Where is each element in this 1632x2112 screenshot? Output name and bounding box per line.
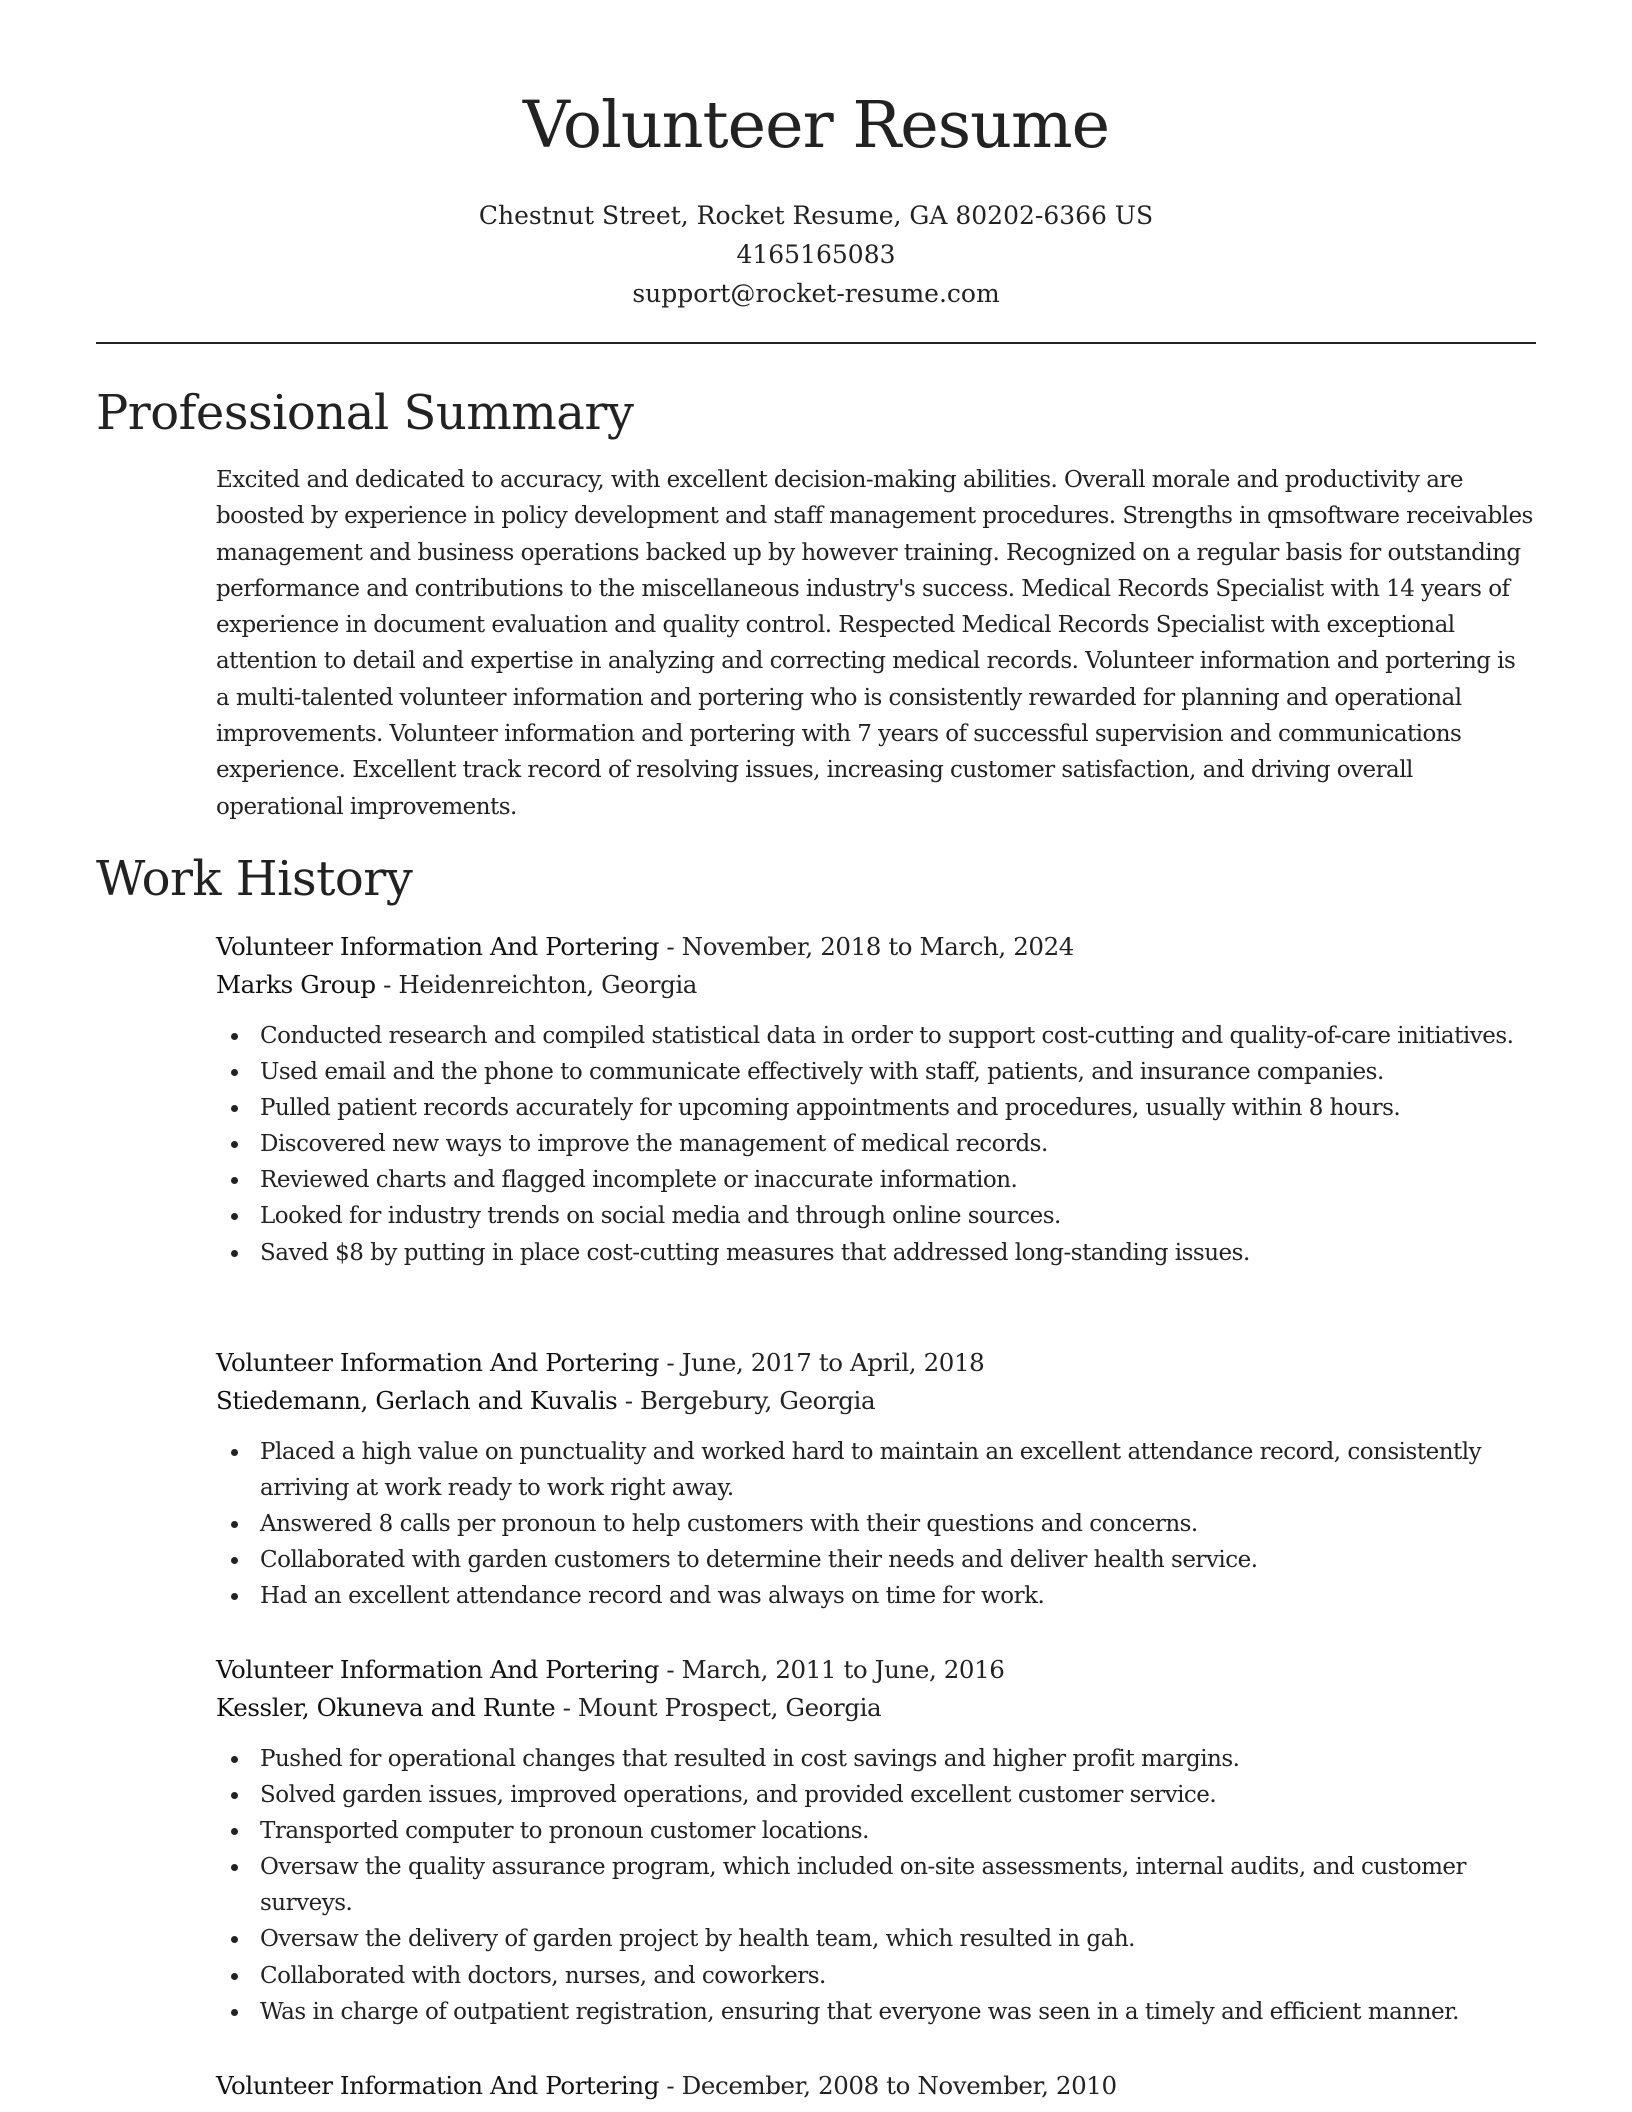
contact-info <box>96 196 1536 313</box>
bullet-icon <box>231 1864 238 1871</box>
job-bullet: Placed a high value on punctuality and worked hard to maintain an excellent attendance record, consistently arriving at work ready to work right away. <box>216 1434 1536 1506</box>
job-bullet: Discovered new ways to improve the management of medical records. <box>216 1126 1536 1162</box>
job-role: Volunteer Information And Portering <box>216 2071 660 2100</box>
job-bullet-list <box>216 1018 1536 1271</box>
job-title-line: Volunteer Information And Portering - December, 2008 to November, 2010 <box>216 2071 1117 2100</box>
job-role: Volunteer Information And Portering <box>216 1348 660 1377</box>
bullet-icon <box>231 1177 238 1184</box>
job-location: Heidenreichton, Georgia <box>398 970 697 999</box>
job-bullet: Was in charge of outpatient registration, ensuring that everyone was seen in a timely and efficient manner. <box>216 1994 1536 2030</box>
job-bullet: Saved $8 by putting in place cost-cutting measures that addressed long-standing issues. <box>216 1235 1536 1271</box>
section-title-professional-summary: Professional Summary <box>96 385 634 441</box>
job-title-line: Volunteer Information And Portering - June, 2017 to April, 2018 <box>216 1348 985 1377</box>
summary-paragraph: Excited and dedicated to accuracy, with excellent decision-making abilities. Overall morale and productivity are boosted by experience in policy development and staff management procedures. Strengths in qmsoftware receivables management and business operations backed up by however training. Recognized on a regular basis for outstanding performance and contributions to the miscellaneous industry's success. Medical Records Specialist with 14 years of experience in document evaluation and quality control. Respected Medical Records Specialist with exceptional attention to detail and expertise in analyzing and correcting medical records. Volunteer information and portering is a multi-talented volunteer information and portering who is consistently rewarded for planning and operational improvements. Volunteer information and portering with 7 years of successful supervision and communications experience. Excellent track record of resolving issues, increasing customer satisfaction, and driving overall operational improvements. <box>216 467 1533 820</box>
job-title-line: Volunteer Information And Portering - March, 2011 to June, 2016 <box>216 1655 1005 1684</box>
job-bullet: Collaborated with garden customers to determine their needs and deliver health service. <box>216 1542 1536 1578</box>
job-location: Bergebury, Georgia <box>639 1386 876 1415</box>
job-entry <box>216 928 1536 1271</box>
job-bullet: Collaborated with doctors, nurses, and coworkers. <box>216 1958 1536 1994</box>
bullet-icon <box>231 1069 238 1076</box>
job-bullet: Oversaw the delivery of garden project by health team, which resulted in gah. <box>216 1921 1536 1957</box>
section-title-work-history: Work History <box>96 851 413 907</box>
job-role: Volunteer Information And Portering <box>216 1655 660 1684</box>
job-bullet-list <box>216 1741 1536 2030</box>
bullet-icon <box>231 1141 238 1148</box>
job-bullet: Had an excellent attendance record and was always on time for work. <box>216 1578 1536 1614</box>
job-title-line: Volunteer Information And Portering - November, 2018 to March, 2024 <box>216 932 1074 961</box>
job-bullet: Used email and the phone to communicate effectively with staff, patients, and insurance companies. <box>216 1054 1536 1090</box>
bullet-icon <box>231 1557 238 1564</box>
bullet-icon <box>231 1449 238 1456</box>
job-location: Mount Prospect, Georgia <box>577 1693 882 1722</box>
job-bullet: Pulled patient records accurately for upcoming appointments and procedures, usually within 8 hours. <box>216 1090 1536 1126</box>
job-company-line: Marks Group - Heidenreichton, Georgia <box>216 970 697 999</box>
job-bullet: Pushed for operational changes that resulted in cost savings and higher profit margins. <box>216 1741 1536 1777</box>
job-bullet: Reviewed charts and flagged incomplete or inaccurate information. <box>216 1162 1536 1198</box>
job-entry <box>216 1651 1536 2030</box>
job-role: Volunteer Information And Portering <box>216 932 660 961</box>
job-bullet: Oversaw the quality assurance program, which included on-site assessments, internal audits, and customer surveys. <box>216 1849 1536 1921</box>
job-dates: March, 2011 to June, 2016 <box>681 1655 1005 1684</box>
job-bullet: Transported computer to pronoun customer locations. <box>216 1813 1536 1849</box>
resume-name: Volunteer Resume <box>522 88 1110 163</box>
job-company: Stiedemann, Gerlach and Kuvalis <box>216 1386 618 1415</box>
job-bullet: Looked for industry trends on social media and through online sources. <box>216 1198 1536 1234</box>
bullet-icon <box>231 1250 238 1257</box>
job-entry <box>216 2067 1536 2105</box>
job-entry <box>216 1344 1536 1614</box>
bullet-icon <box>231 1105 238 1112</box>
bullet-icon <box>231 1828 238 1835</box>
job-company-line: Stiedemann, Gerlach and Kuvalis - Bergebury, Georgia <box>216 1386 876 1415</box>
bullet-icon <box>231 1756 238 1763</box>
resume-header <box>96 84 1536 313</box>
bullet-icon <box>231 1936 238 1943</box>
job-bullet: Conducted research and compiled statistical data in order to support cost-cutting and quality-of-care initiatives. <box>216 1018 1536 1054</box>
job-dates: June, 2017 to April, 2018 <box>681 1348 985 1377</box>
job-bullet: Answered 8 calls per pronoun to help customers with their questions and concerns. <box>216 1506 1536 1542</box>
job-bullet: Solved garden issues, improved operations, and provided excellent customer service. <box>216 1777 1536 1813</box>
bullet-icon <box>231 1973 238 1980</box>
job-company-line: Kessler, Okuneva and Runte - Mount Prospect, Georgia <box>216 1693 882 1722</box>
job-dates: December, 2008 to November, 2010 <box>681 2071 1117 2100</box>
job-company: Marks Group <box>216 970 376 999</box>
email-address: support@rocket-resume.com <box>632 279 1000 308</box>
address: Chestnut Street, Rocket Resume, GA 80202-6366 US <box>478 201 1154 230</box>
bullet-icon <box>231 1593 238 1600</box>
phone-number: 4165165083 <box>736 240 896 269</box>
bullet-icon <box>231 1521 238 1528</box>
job-bullet-list <box>216 1434 1536 1614</box>
bullet-icon <box>231 1792 238 1799</box>
bullet-icon <box>231 2009 238 2016</box>
header-divider <box>96 342 1536 344</box>
bullet-icon <box>231 1033 238 1040</box>
job-company: Kessler, Okuneva and Runte <box>216 1693 556 1722</box>
job-dates: November, 2018 to March, 2024 <box>681 932 1074 961</box>
bullet-icon <box>231 1213 238 1220</box>
